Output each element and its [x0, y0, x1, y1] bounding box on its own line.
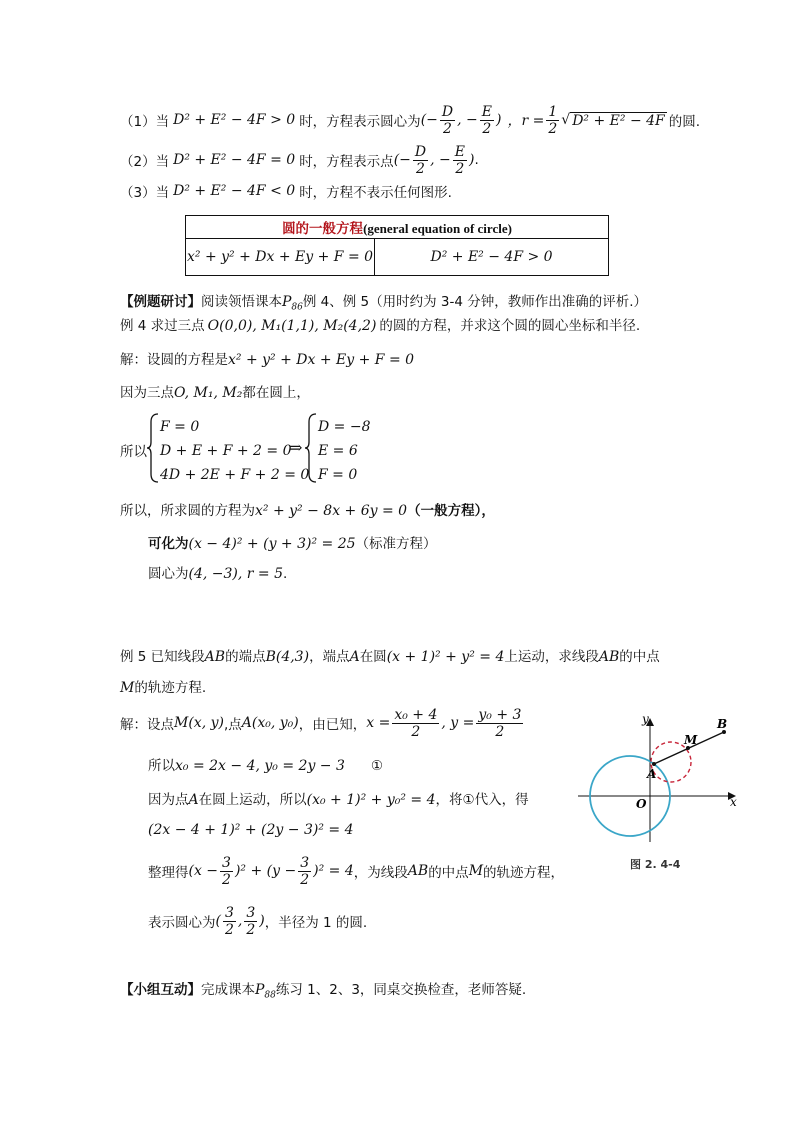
sys-right-row: F = 0	[318, 467, 358, 483]
case-2-mid: 时，方程表示点	[299, 154, 394, 170]
implies-arrow: ⇒	[289, 438, 303, 457]
ex4-text-a: 例 4 求过三点	[120, 318, 205, 334]
ex4-because	[120, 381, 310, 401]
ex5-so	[148, 754, 383, 774]
heading-text-a: 阅读领悟课本	[201, 294, 282, 310]
case-1-open: (−	[420, 112, 438, 128]
case-2-close: )	[469, 152, 475, 168]
ex4-result	[120, 499, 495, 519]
ex5-tidy-eq-a: (x −	[188, 863, 219, 879]
ex5-sol-a: 解：设点	[120, 717, 174, 733]
figure-caption: 图 2. 4-4	[630, 858, 681, 871]
case-1-close: )	[496, 112, 502, 128]
frac-d-over-2	[440, 104, 455, 137]
frac-three-halves	[223, 905, 236, 938]
ex4-center-a: 圆心为	[148, 566, 189, 582]
ex5-point-b: B(4,3)	[265, 649, 310, 665]
frac-num: x₀ + 4	[394, 706, 438, 723]
ex5-substituted-eq: (2x − 4 + 1)² + (2y − 3)² = 4	[148, 822, 354, 838]
frac-num: y₀ + 3	[478, 706, 522, 723]
ex5-on-circle	[148, 788, 529, 808]
frac-y	[476, 707, 523, 740]
ex5-d: 在圆	[359, 649, 387, 665]
frac-num: E	[454, 143, 465, 160]
ex4-std-a: 可化为	[148, 536, 189, 552]
frac-three-halves	[244, 905, 257, 938]
frac-den: 2	[300, 871, 310, 888]
case-2-prefix: （2）当	[120, 154, 170, 170]
ex5-line2	[120, 676, 206, 696]
page-ref-sub: 86	[291, 302, 303, 313]
ex5-so-a: 所以	[148, 758, 175, 774]
case-3-condition: D² + E² − 4F < 0	[173, 183, 296, 199]
ex5-so-eq: x₀ = 2x − 4, y₀ = 2y − 3	[175, 758, 345, 774]
page-ref: P	[255, 982, 265, 998]
point-a	[652, 762, 656, 766]
ex5-c: ，端点	[309, 649, 350, 665]
frac-den: 2	[482, 120, 492, 137]
ex5-on-eq: (x₀ + 1)² + y₀² = 4	[306, 792, 436, 808]
case-2-suffix: .	[474, 152, 479, 168]
ex5-x-eq: x =	[366, 715, 391, 731]
ex4-center	[148, 562, 287, 582]
heading-label: 【例题研讨】	[120, 294, 201, 310]
case-2-open: (−	[393, 152, 411, 168]
ex5-solution-line	[120, 702, 525, 744]
frac-num: D	[414, 143, 427, 160]
ex4-center-val: (4, −3), r = 5	[188, 566, 283, 582]
sys-right-row: E = 6	[318, 443, 358, 459]
ex5-point-a: A	[188, 792, 199, 808]
ex5-tidy-eq-c: )² = 4	[313, 863, 354, 879]
sys-right-row: D = −8	[318, 419, 371, 435]
label-a: A	[647, 767, 657, 781]
frac-den: 2	[224, 921, 234, 938]
case-1-prefix: （1）当	[120, 114, 170, 130]
case-1-mid: 时，方程表示圆心为	[299, 114, 421, 130]
ex5-a: 例 5 已知线段	[120, 649, 205, 665]
frac-num: E	[481, 103, 492, 120]
ex5-m: M	[120, 680, 135, 696]
ex5-rep-a: 表示圆心为	[148, 915, 216, 931]
page-ref-sub: 88	[264, 990, 276, 1001]
ex5-mxy: M(x, y)	[174, 715, 224, 731]
case-2-sep: , −	[430, 152, 451, 168]
case-3	[120, 180, 452, 202]
table-condition: D² + E² − 4F > 0	[375, 239, 609, 276]
frac-num: 3	[222, 854, 231, 871]
ex4-because-b: 都在圆上，	[242, 385, 310, 401]
case-3-prefix: （3）当	[120, 185, 170, 201]
ex4-sol-a: 解：设圆的方程是	[120, 352, 228, 368]
ex4-std-eq: (x − 4)² + (y + 3)² = 25	[188, 536, 356, 552]
frac-num: 3	[224, 904, 234, 921]
group-activity	[120, 978, 526, 1001]
frac-e-over-2	[480, 104, 494, 137]
frac-num: 3	[300, 854, 310, 871]
ex4-because-a: 因为三点	[120, 385, 174, 401]
sqrt-sign: √	[561, 112, 571, 128]
label-o: O	[636, 797, 647, 811]
ex5-circle-one: ①	[370, 758, 383, 774]
frac-den: 2	[548, 120, 558, 137]
ex4-std-b: （标准方程）	[355, 536, 437, 552]
frac-num: 1	[548, 103, 558, 120]
example-heading	[120, 290, 647, 313]
ex5-b: 的端点	[225, 649, 266, 665]
label-m: M	[684, 733, 698, 747]
frac-e-over-2	[453, 144, 467, 177]
sys-left-row: D + E + F + 2 = 0	[160, 443, 292, 459]
case-2	[120, 140, 479, 180]
group-label: 【小组互动】	[120, 982, 201, 998]
frac-num: D	[441, 103, 454, 120]
ex5-circle-eq: (x + 1)² + y² = 4	[386, 649, 505, 665]
label-y: y	[642, 712, 649, 726]
ex5-tidy-b: ，为线段	[353, 865, 408, 881]
ex5-sol-b: ,点	[223, 717, 242, 733]
ex4-result-eq: x² + y² − 8x + 6y = 0	[255, 503, 408, 519]
ex5-on-b: 在圆上运动，所以	[198, 792, 307, 808]
ex5-tidy-d: 的轨迹方程，	[483, 865, 565, 881]
frac-num: 3	[246, 904, 256, 921]
ex4-statement	[120, 314, 640, 334]
table-title-en: (general equation of circle)	[363, 221, 512, 236]
table-title-cn: 圆的一般方程	[282, 221, 364, 237]
sqrt-body: D² + E² − 4F	[572, 112, 665, 129]
ex4-center-b: .	[283, 566, 288, 582]
brace-icon	[146, 412, 160, 484]
frac-den: 2	[246, 921, 256, 938]
ex5-represents: 表示圆心为 ( $\frac{3}{2}$ , $\frac{3}{2}$ ) ，半径为 1 的圆.	[148, 904, 368, 938]
ex4-system-right	[318, 415, 371, 487]
ex5-ab: AB	[598, 649, 620, 665]
ex5-e: 上运动，求线段	[504, 649, 599, 665]
ex4-because-pts: O, M₁, M₂	[174, 385, 243, 401]
case-2-condition: D² + E² − 4F = 0	[173, 152, 296, 168]
ex5-m: M	[468, 863, 484, 879]
ex4-text-b: 的圆的方程，并求这个圆的圆心坐标和半径.	[379, 318, 641, 334]
case-1-condition: D² + E² − 4F > 0	[173, 112, 296, 128]
ex4-so: 所以	[120, 444, 147, 460]
case-1-sep: , −	[457, 112, 478, 128]
case-1	[120, 100, 700, 140]
sys-left-row: 4D + 2E + F + 2 = 0	[160, 467, 310, 483]
table-equation: x² + y² + Dx + Ey + F = 0	[186, 239, 375, 276]
frac-den: 2	[443, 120, 452, 137]
ex5-ab: AB	[407, 863, 429, 879]
ex5-rep-b: ，半径为 1 的圆.	[264, 915, 368, 931]
ex5-on-c: ，将①代入，得	[435, 792, 529, 808]
frac-den: 2	[411, 723, 421, 740]
ex4-solution-line	[120, 348, 414, 368]
ex5-y-eq: , y =	[441, 715, 475, 731]
ex4-result-b: （一般方程），	[407, 503, 495, 519]
ex5-line1	[120, 645, 660, 665]
ex5-ab: AB	[204, 649, 226, 665]
case-3-suffix: 时，方程不表示任何图形.	[299, 185, 452, 201]
figure-2-4-4	[578, 708, 748, 878]
case-1-r: ，r =	[507, 113, 545, 129]
group-text-a: 完成课本	[201, 982, 255, 998]
frac-three-halves	[220, 855, 233, 888]
ex5-line2-text: 的轨迹方程.	[134, 680, 207, 696]
label-b: B	[717, 717, 728, 731]
frac-one-half	[546, 104, 559, 137]
general-equation-table	[185, 215, 609, 276]
ex4-result-a: 所以，所求圆的方程为	[120, 503, 255, 519]
ex5-tidy	[148, 850, 564, 892]
frac-den: 2	[495, 723, 505, 740]
ex5-sol-c: ，由已知，	[298, 717, 367, 733]
label-x: x	[730, 795, 737, 809]
table-title	[186, 216, 609, 239]
ex5-tidy-eq-b: )² + (y −	[234, 863, 297, 879]
frac-den: 2	[455, 160, 465, 177]
ex5-tidy-c: 的中点	[428, 865, 469, 881]
ex5-f: 的中点	[619, 649, 660, 665]
ex4-points: O(0,0), M₁(1,1), M₂(4,2)	[207, 318, 377, 334]
left-brace	[146, 412, 160, 488]
ex5-point-a: A	[349, 649, 360, 665]
frac-den: 2	[222, 871, 231, 888]
ex4-sol-eq: x² + y² + Dx + Ey + F = 0	[228, 352, 415, 368]
ex5-tidy-a: 整理得	[148, 865, 189, 881]
ex5-on-a: 因为点	[148, 792, 189, 808]
frac-three-halves	[298, 855, 311, 888]
frac-x	[392, 707, 439, 740]
locus-diagram	[578, 708, 748, 878]
sys-left-row: F = 0	[160, 419, 200, 435]
right-brace	[304, 412, 318, 488]
page-ref: P	[282, 294, 292, 310]
frac-den: 2	[416, 160, 425, 177]
frac-d-over-2	[413, 144, 428, 177]
group-text-b: 练习 1、2、3，同桌交换检查，老师答疑.	[275, 982, 527, 998]
ex4-standard	[148, 532, 437, 552]
heading-text-b: 例 4、例 5（用时约为 3-4 分钟，教师作出准确的评析.）	[302, 294, 648, 310]
case-1-suffix: 的圆.	[668, 114, 701, 130]
ex5-axy: A(x₀, y₀)	[241, 715, 299, 731]
brace-icon	[304, 412, 318, 484]
ex4-system-left	[160, 415, 309, 487]
